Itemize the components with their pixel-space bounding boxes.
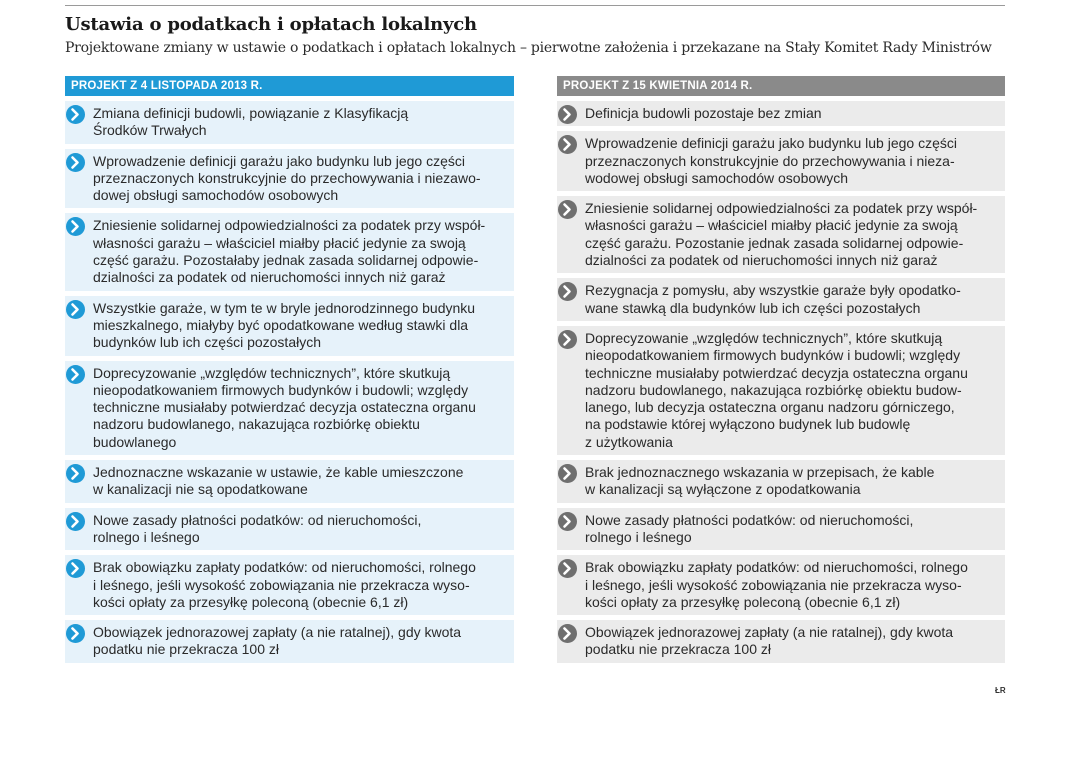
item-text-line: podatku nie przekracza 100 zł bbox=[585, 641, 771, 658]
item-text-line: Zmiana definicji budowli, powiązanie z Klasyfikacją bbox=[93, 105, 409, 121]
column-header-2014: PROJEKT Z 15 KWIETNIA 2014 R. bbox=[557, 76, 1005, 96]
item-text-line: dzialności za podatek od nieruchomości innych niż garaż bbox=[585, 252, 938, 269]
list-item bbox=[65, 361, 514, 455]
item-text-line: nieopodatkowaniem firmowych budynków i budowli; względy bbox=[585, 347, 961, 364]
item-text-line: dzialności za podatek od nieruchomości innych niż garaż bbox=[93, 269, 446, 286]
list-item bbox=[557, 508, 1005, 551]
item-text-line: własności garażu – właściciel miałby płacić jedynie za swoją bbox=[585, 217, 958, 234]
arrow-right-circle-icon bbox=[558, 512, 577, 531]
arrow-right-circle-icon bbox=[558, 105, 577, 124]
item-text-line: lanego, lub decyzja ostateczna organu nadzoru górniczego, bbox=[585, 399, 955, 416]
item-text-line: Obowiązek jednorazowej zapłaty (a nie ratalnej), gdy kwota bbox=[93, 624, 462, 641]
list-item bbox=[65, 460, 514, 503]
item-text-line: Nowe zasady płatności podatków: od nieruchomości, bbox=[585, 511, 914, 528]
arrow-right-circle-icon bbox=[66, 300, 85, 319]
list-item bbox=[65, 213, 514, 290]
arrow-right-circle-icon bbox=[66, 464, 85, 483]
arrow-right-circle-icon bbox=[558, 200, 577, 219]
item-text-line: część garażu. Pozostanie jednak zasada solidarnej odpowie- bbox=[585, 234, 964, 251]
item-text-line: nadzoru budowlanego, nakazująca rozbiórkę obiektu budow- bbox=[585, 381, 962, 398]
top-rule bbox=[65, 5, 1005, 6]
item-text-line: Definicja budowli pozostaje bez zmian bbox=[585, 105, 822, 121]
arrow-right-circle-icon bbox=[558, 282, 577, 301]
list-item bbox=[65, 620, 514, 663]
item-text-line: Brak obowiązku zapłaty podatków: od nieruchomości, rolnego bbox=[585, 559, 968, 576]
item-text-line: Rezygnacja z pomysłu, aby wszystkie garaże były opodatko- bbox=[585, 282, 961, 299]
column-header-2013: PROJEKT Z 4 LISTOPADA 2013 R. bbox=[65, 76, 514, 96]
list-item bbox=[557, 555, 1005, 615]
list-item bbox=[65, 296, 514, 356]
arrow-right-circle-icon bbox=[558, 559, 577, 578]
item-text-line: Środków Trwałych bbox=[93, 122, 207, 139]
item-text-line: kości opłaty za przesyłkę poleconą (obecnie 6,1 zł) bbox=[93, 593, 409, 610]
item-text-line: Doprecyzowanie „względów technicznych”, które skutkują bbox=[93, 364, 451, 381]
item-text-line: z użytkowania bbox=[585, 433, 673, 450]
item-text-line: Brak jednoznacznego wskazania w przepisach, że kable bbox=[585, 464, 935, 481]
item-list-2013 bbox=[65, 101, 514, 663]
item-text-line: Wszystkie garaże, w tym te w bryle jednorodzinnego budynku bbox=[93, 299, 476, 316]
arrow-right-circle-icon bbox=[66, 217, 85, 236]
item-text-line: Nowe zasady płatności podatków: od nieruchomości, bbox=[93, 511, 422, 528]
item-text-line: budynków lub ich części pozostałych bbox=[93, 334, 322, 351]
item-text-line: w kanalizacji są wyłączone z opodatkowania bbox=[585, 481, 861, 498]
item-text-line: rolnego i leśnego bbox=[585, 528, 692, 545]
item-text-line: techniczne musiałaby potwierdzać decyzja ostateczna organu bbox=[585, 364, 968, 381]
page-title: Ustawia o podatkach i opłatach lokalnych bbox=[65, 14, 477, 35]
item-text-line: Jednoznaczne wskazanie w ustawie, że kable umieszczone bbox=[93, 464, 464, 481]
item-text-line: nieopodatkowaniem firmowych budynków i budowli; względy bbox=[93, 381, 469, 398]
arrow-right-circle-icon bbox=[66, 624, 85, 643]
item-text-line: Zniesienie solidarnej odpowiedzialności za podatek przy współ- bbox=[93, 217, 486, 234]
item-text-line: na podstawie której wyłączono budynek lub budowlę bbox=[585, 416, 911, 433]
column-2014 bbox=[557, 76, 1005, 668]
item-text-line: rolnego i leśnego bbox=[93, 528, 200, 545]
item-text-line: Wprowadzenie definicji garażu jako budynku lub jego części bbox=[585, 135, 957, 152]
item-text-line: kości opłaty za przesyłkę poleconą (obecnie 6,1 zł) bbox=[585, 593, 901, 610]
item-text-line: własności garażu – właściciel miałby płacić jedynie za swoją bbox=[93, 234, 466, 251]
item-text-line: i leśnego, jeśli wysokość zobowiązania nie przekracza wyso- bbox=[585, 576, 962, 593]
column-2013 bbox=[65, 76, 514, 668]
list-item bbox=[65, 555, 514, 615]
item-text-line: Brak obowiązku zapłaty podatków: od nieruchomości, rolnego bbox=[93, 559, 476, 576]
arrow-right-circle-icon bbox=[66, 512, 85, 531]
arrow-right-circle-icon bbox=[558, 464, 577, 483]
item-text-line: Zniesienie solidarnej odpowiedzialności za podatek przy współ- bbox=[585, 200, 978, 217]
item-text-line: w kanalizacji nie są opodatkowane bbox=[93, 481, 308, 498]
item-text-line: techniczne musiałaby potwierdzać decyzja ostateczna organu bbox=[93, 399, 476, 416]
item-text-line: Doprecyzowanie „względów technicznych”, które skutkują bbox=[585, 329, 943, 346]
item-text-line: dowej obsługi samochodów osobowych bbox=[93, 187, 339, 204]
arrow-right-circle-icon bbox=[558, 330, 577, 349]
arrow-right-circle-icon bbox=[558, 624, 577, 643]
list-item bbox=[557, 196, 1005, 273]
list-item bbox=[65, 101, 514, 144]
list-item bbox=[557, 620, 1005, 663]
item-text-line: przeznaczonych konstrukcyjnie do przechowywania i niezawo- bbox=[93, 169, 481, 186]
arrow-right-circle-icon bbox=[66, 559, 85, 578]
item-list-2014 bbox=[557, 101, 1005, 663]
list-item bbox=[557, 131, 1005, 191]
item-text-line: podatku nie przekracza 100 zł bbox=[93, 641, 279, 658]
item-text-line: wodowej obsługi samochodów osobowych bbox=[585, 169, 849, 186]
item-text-line: nadzoru budowlanego, nakazująca rozbiórkę obiektu bbox=[93, 416, 420, 433]
arrow-right-circle-icon bbox=[66, 105, 85, 124]
item-text-line: przeznaczonych konstrukcyjnie do przechowywania i nieza- bbox=[585, 152, 955, 169]
item-text-line: budowlanego bbox=[93, 433, 177, 450]
list-item bbox=[557, 460, 1005, 503]
list-item bbox=[557, 101, 1005, 126]
author-credit: ŁR bbox=[995, 686, 1006, 695]
item-text-line: część garażu. Pozostałaby jednak zasada solidarnej odpowie- bbox=[93, 252, 479, 269]
arrow-right-circle-icon bbox=[558, 135, 577, 154]
item-text-line: i leśnego, jeśli wysokość zobowiązania nie przekracza wyso- bbox=[93, 576, 470, 593]
item-text-line: wane stawką dla budynków lub ich części pozostałych bbox=[585, 299, 921, 316]
list-item bbox=[65, 508, 514, 551]
item-text-line: Obowiązek jednorazowej zapłaty (a nie ratalnej), gdy kwota bbox=[585, 624, 954, 641]
item-text-line: Wprowadzenie definicji garażu jako budynku lub jego części bbox=[93, 152, 465, 169]
list-item bbox=[557, 278, 1005, 321]
page-subtitle: Projektowane zmiany w ustawie o podatkach i opłatach lokalnych – pierwotne założenia i przekazane na Stały Komitet Rady Ministrów bbox=[65, 40, 992, 56]
arrow-right-circle-icon bbox=[66, 365, 85, 384]
list-item bbox=[65, 149, 514, 209]
item-text-line: mieszkalnego, miałyby być opodatkowane według stawki dla bbox=[93, 316, 469, 333]
arrow-right-circle-icon bbox=[66, 153, 85, 172]
list-item bbox=[557, 326, 1005, 455]
